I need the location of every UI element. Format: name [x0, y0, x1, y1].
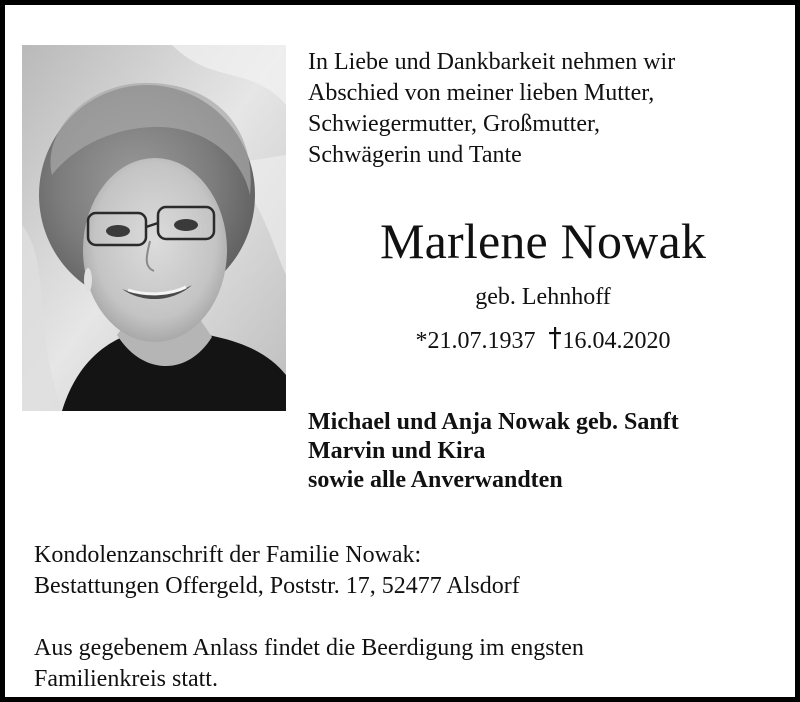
intro-line: Schwiegermutter, Großmutter,: [308, 111, 600, 137]
funeral-line: Familienkreis statt.: [34, 666, 218, 692]
family-line: Marvin und Kira: [308, 438, 486, 464]
family-signature: [308, 408, 788, 495]
intro-line: In Liebe und Dankbarkeit nehmen wir: [308, 49, 676, 75]
intro-line: Schwägerin und Tante: [308, 142, 522, 168]
condolence-address: [34, 540, 774, 602]
portrait-photo: [22, 45, 286, 411]
portrait-image: [22, 45, 286, 411]
condolence-line: Bestattungen Offergeld, Poststr. 17, 52477 Alsdorf: [34, 573, 520, 599]
condolence-line: Kondolenzanschrift der Familie Nowak:: [34, 542, 422, 568]
funeral-note: [34, 633, 774, 695]
birth-date: *21.07.1937: [415, 328, 536, 354]
life-dates: [308, 326, 778, 358]
funeral-line: Aus gegebenem Anlass findet die Beerdigung im engsten: [34, 635, 584, 661]
intro-text: [308, 47, 778, 171]
death-date: 16.04.2020: [562, 328, 671, 354]
maiden-name: geb. Lehnhoff: [475, 284, 611, 310]
family-line: Michael und Anja Nowak geb. Sanft: [308, 409, 679, 435]
intro-line: Abschied von meiner lieben Mutter,: [308, 80, 655, 106]
family-line: sowie alle Anverwandten: [308, 467, 563, 493]
cross-icon: [548, 326, 562, 358]
deceased-name: Marlene Nowak: [379, 213, 707, 269]
